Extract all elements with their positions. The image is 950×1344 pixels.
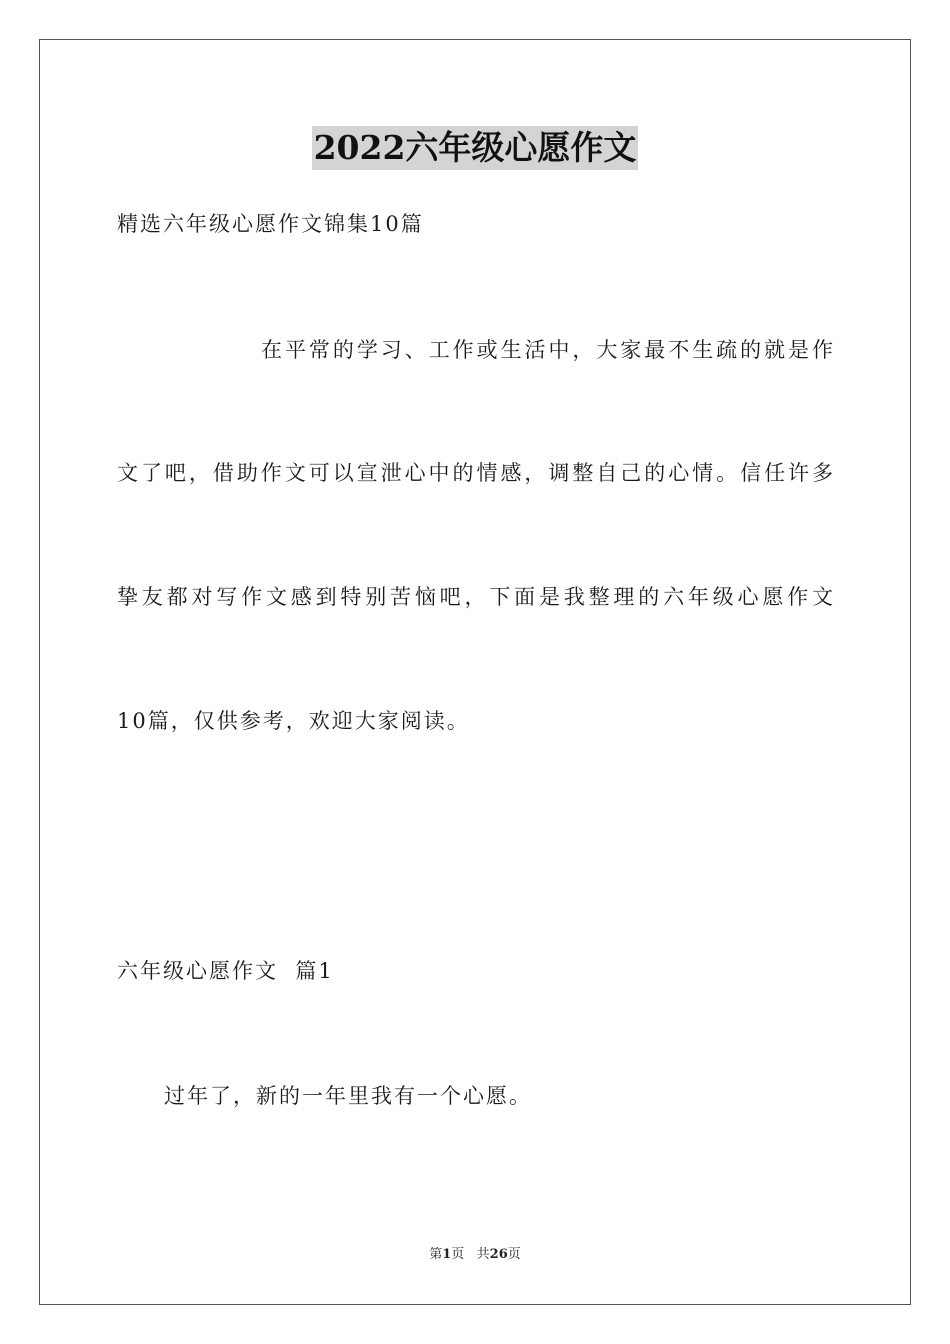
- intro-line-1: 在平常的学习、工作或生活中，大家最不生疏的就是作: [261, 338, 833, 362]
- intro-line-2: 文了吧，借助作文可以宣泄心中的情感，调整自己的心情。信任许多: [117, 461, 833, 485]
- document-title: 2022六年级心愿作文: [312, 126, 639, 170]
- section-first-line: 过年了，新的一年里我有一个心愿。: [164, 1084, 532, 1108]
- footer-page-mid: 页 共: [451, 1247, 490, 1262]
- section-heading: 六年级心愿作文 篇1: [117, 959, 334, 983]
- footer-page-total: 26: [489, 1247, 508, 1262]
- footer-page-suffix: 页: [507, 1247, 521, 1262]
- intro-line-4: 10篇，仅供参考，欢迎大家阅读。: [117, 709, 470, 733]
- document-subtitle: 精选六年级心愿作文锦集10篇: [117, 212, 424, 236]
- page-footer: [0, 1246, 950, 1264]
- title-container: [0, 126, 950, 170]
- footer-page-current: 1: [442, 1247, 452, 1262]
- intro-line-3: 挚友都对写作文感到特别苦恼吧，下面是我整理的六年级心愿作文: [117, 585, 833, 609]
- footer-page-prefix: 第: [429, 1247, 443, 1262]
